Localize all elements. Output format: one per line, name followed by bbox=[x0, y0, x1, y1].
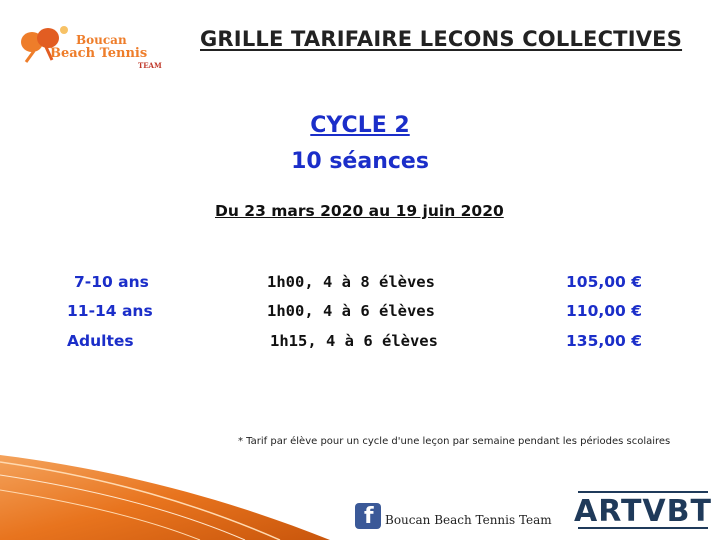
facebook-icon[interactable] bbox=[355, 503, 381, 529]
team-logo bbox=[14, 24, 174, 74]
tariff-footnote: * Tarif par élève pour un cycle d'une leçon par semaine pendant les périodes scolaires bbox=[238, 436, 671, 447]
tariff-age-adults: Adultes bbox=[67, 332, 134, 350]
logo-line2: Beach Tennis bbox=[50, 46, 148, 61]
tariff-details-11-14: 1h00, 4 à 6 élèves bbox=[267, 302, 435, 320]
artvbt-logo bbox=[574, 488, 712, 532]
tariff-details-7-10: 1h00, 4 à 8 élèves bbox=[267, 273, 435, 291]
tariff-age-11-14: 11-14 ans bbox=[67, 302, 153, 320]
tariff-age-7-10: 7-10 ans bbox=[74, 273, 149, 291]
artvbt-brand-text: ARTVBT bbox=[574, 494, 712, 529]
logo-line1: Boucan bbox=[76, 33, 127, 47]
cycle-name: CYCLE 2 bbox=[310, 113, 410, 138]
facebook-page-link[interactable]: Boucan Beach Tennis Team bbox=[385, 513, 552, 527]
tariff-price-7-10: 105,00 € bbox=[566, 273, 642, 291]
page-title: GRILLE TARIFAIRE LECONS COLLECTIVES bbox=[200, 27, 683, 51]
logo-line3: TEAM bbox=[138, 61, 162, 70]
tariff-price-11-14: 110,00 € bbox=[566, 302, 642, 320]
tariff-price-adults: 135,00 € bbox=[566, 332, 642, 350]
session-count: 10 séances bbox=[291, 149, 429, 174]
cycle-dates: Du 23 mars 2020 au 19 juin 2020 bbox=[215, 202, 504, 220]
tariff-details-adults: 1h15, 4 à 6 élèves bbox=[270, 332, 438, 350]
facebook-icon-glyph: f bbox=[364, 504, 374, 529]
